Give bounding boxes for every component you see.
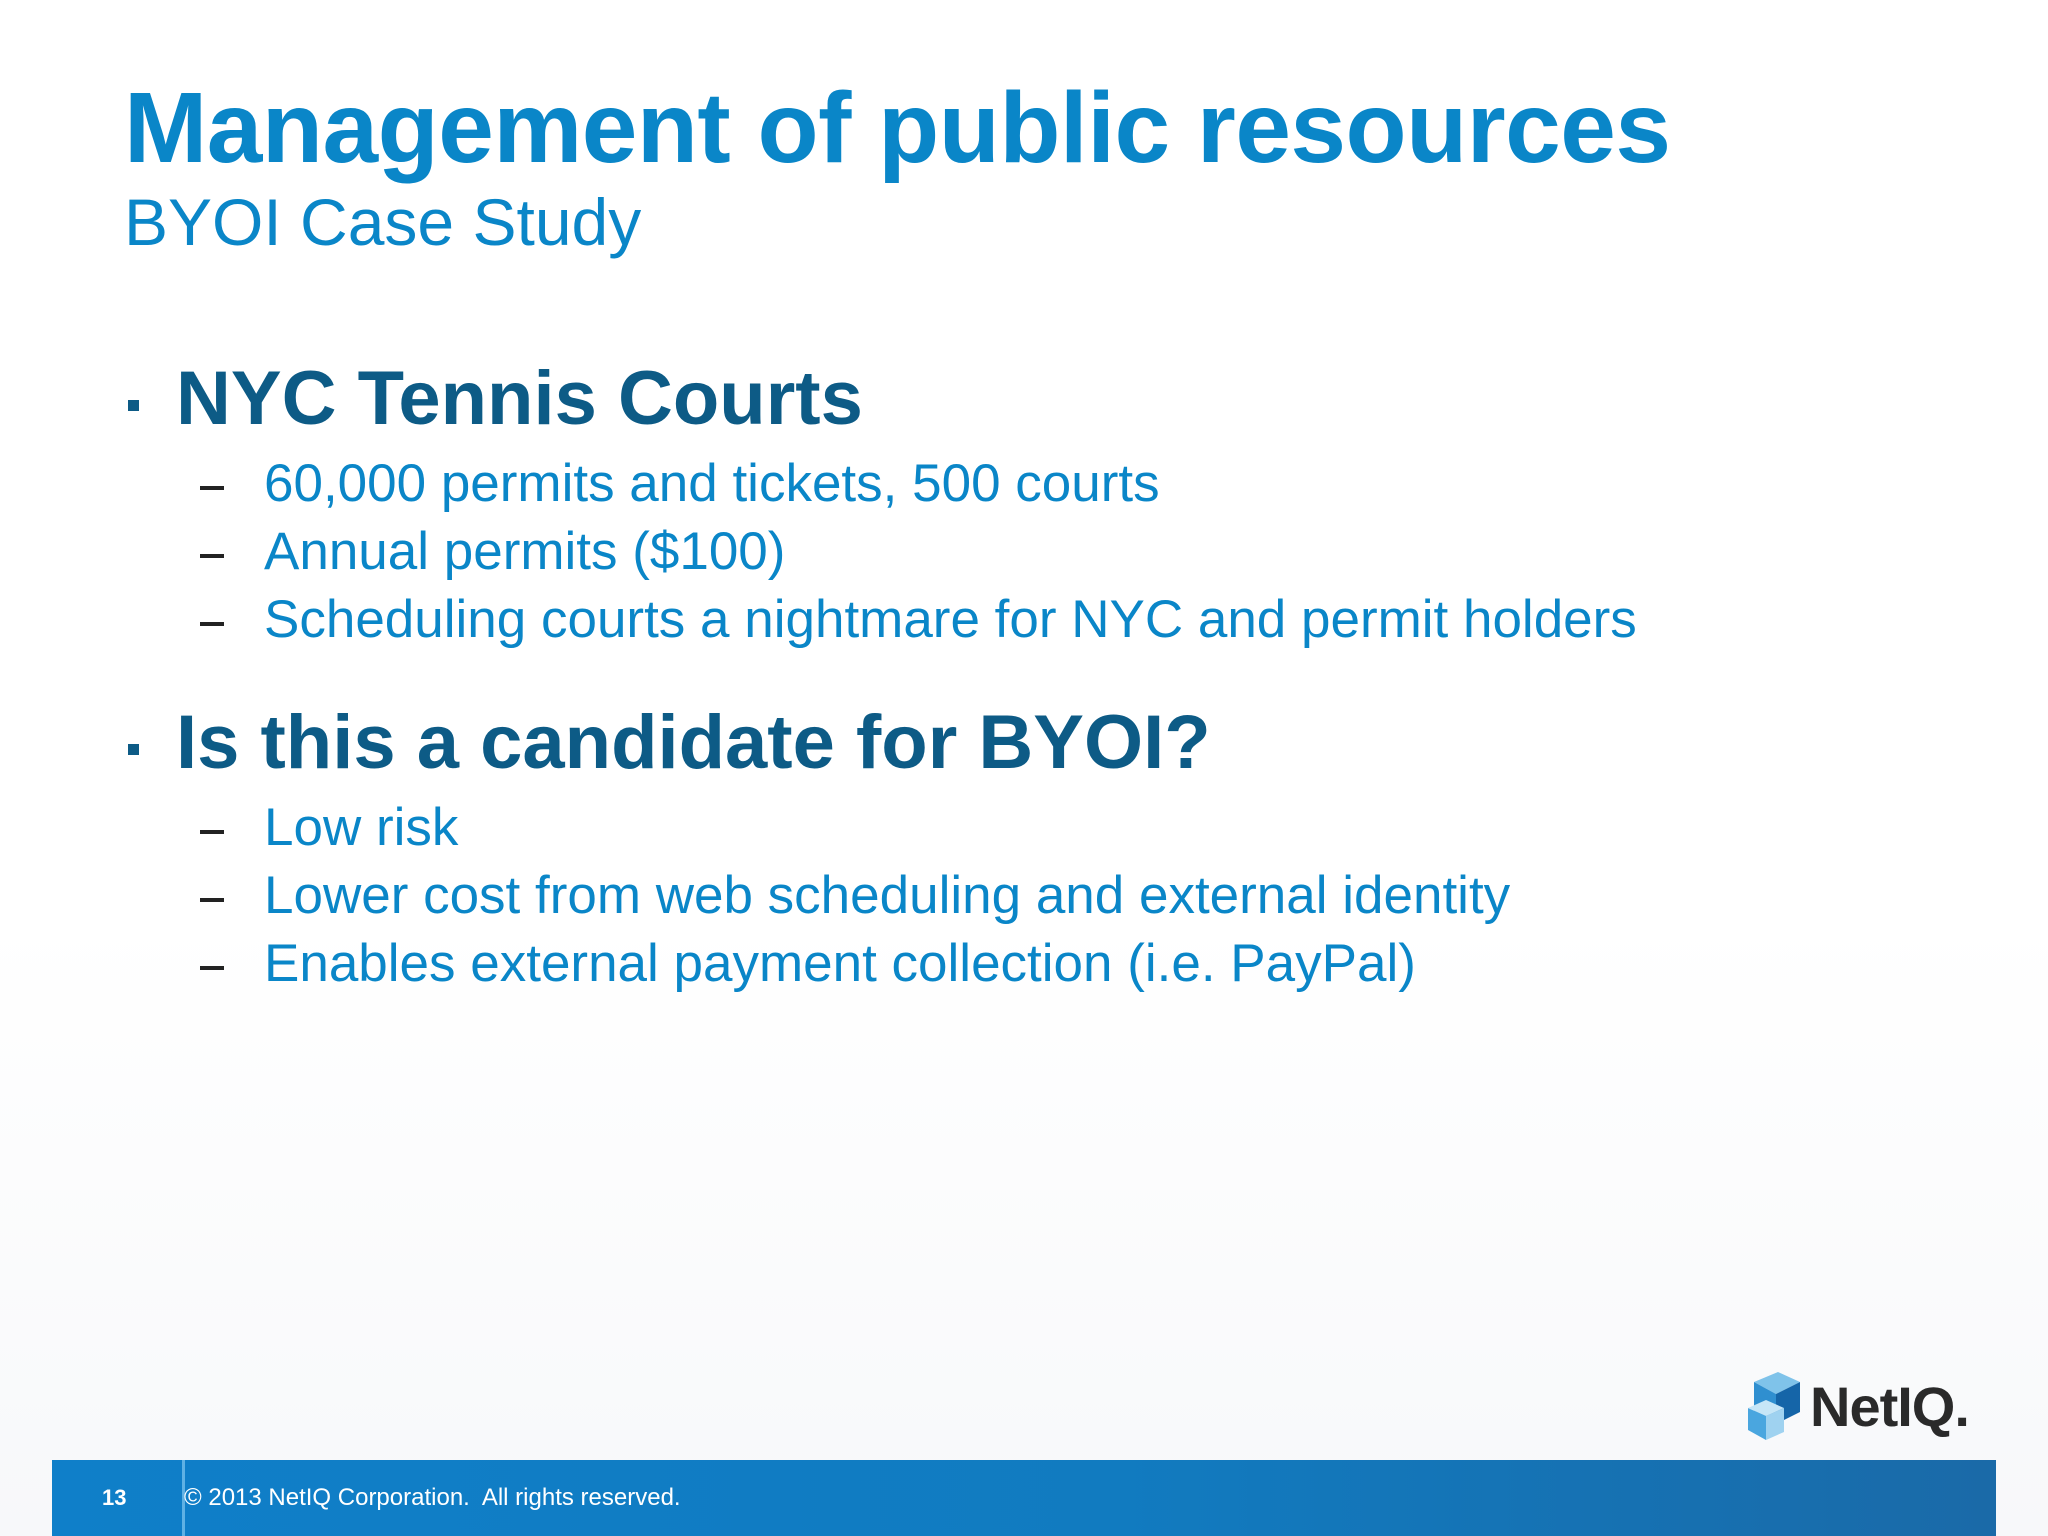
sub-bullet-item [124,518,2004,586]
square-bullet-icon [128,400,139,411]
copyright-text: © 2013 NetIQ Corporation. All rights reserved. [184,1484,681,1511]
bullet-section-tennis-courts [124,352,2004,654]
sub-bullet-item [124,450,2004,518]
dash-bullet-icon [200,622,224,626]
bullet-item [124,696,2004,790]
dash-bullet-icon [200,898,224,902]
slide-subtitle: BYOI Case Study [124,185,642,259]
netiq-logo [1744,1368,1984,1448]
sub-bullet-text: Lower cost from web scheduling and external identity [264,866,1511,925]
sub-bullet-item [124,862,2004,930]
netiq-cube-icon [1744,1368,1808,1448]
bullet-heading: Is this a candidate for BYOI? [176,700,1211,785]
footer-bar [52,1460,1996,1536]
sub-bullet-list [124,794,2004,998]
slide-title: Management of public resources [124,72,1671,184]
sub-bullet-item [124,586,2004,654]
dash-bullet-icon [200,486,224,490]
bullet-item [124,352,2004,446]
square-bullet-icon [128,744,139,755]
dash-bullet-icon [200,830,224,834]
sub-bullet-item [124,930,2004,998]
sub-bullet-text: Scheduling courts a nightmare for NYC and permit holders [264,590,1637,649]
bullet-section-byoi-candidate [124,696,2004,998]
dash-bullet-icon [200,554,224,558]
bullet-heading: NYC Tennis Courts [176,356,863,441]
sub-bullet-text: 60,000 permits and tickets, 500 courts [264,454,1160,513]
sub-bullet-item [124,794,2004,862]
sub-bullet-text: Enables external payment collection (i.e. PayPal) [264,934,1416,993]
dash-bullet-icon [200,966,224,970]
sub-bullet-text: Annual permits ($100) [264,522,786,581]
page-number: 13 [102,1485,127,1510]
sub-bullet-list [124,450,2004,654]
sub-bullet-text: Low risk [264,798,459,857]
netiq-logo-text: NetIQ. [1810,1375,1969,1438]
